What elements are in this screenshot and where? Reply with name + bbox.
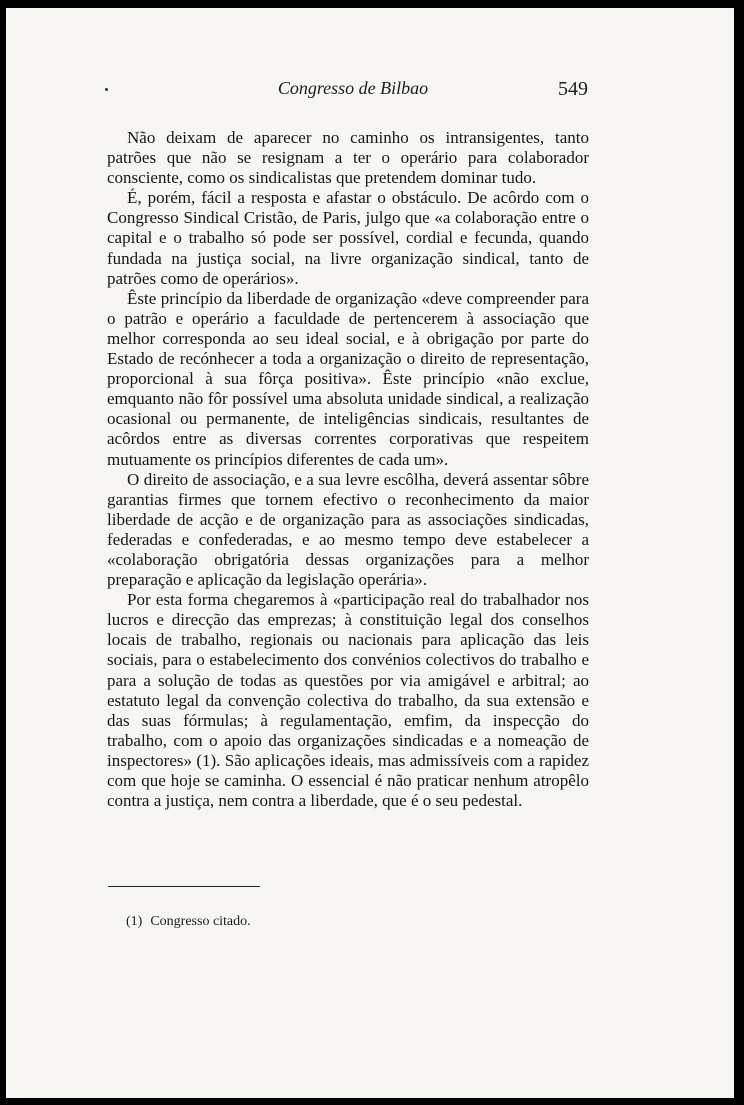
paragraph-4: O direito de associação, e a sua levre escôlha, deverá assentar sôbre garantias firmes que tornem efectivo o reconhecimento da maior liberdade de acção e de organização para as associações sindicadas, federadas e confederadas, e ao mesmo tempo deve estabelecer a «colaboração obrigatória dessas organizações para a melhor preparação e aplicação da legislação operária». [107,469,589,590]
body-text [107,128,589,811]
footnote-text: Congresso citado. [150,914,251,929]
running-title: Congresso de Bilbao [277,78,429,98]
paragraph-2: É, porém, fácil a resposta e afastar o obstáculo. De acôrdo com o Congresso Sindical Cristão, de Paris, julgo que «a colaboração entre o capital e o trabalho só pode ser possível, cordial e fecunda, quando fundada na justiça social, na livre organização sindical, tanto de patrões como de operários». [107,188,589,288]
paragraph-1: Não deixam de aparecer no caminho os intransigentes, tanto patrões que não se resignam a ter o operário para colaborador consciente, como os sindicalistas que pretendem dominar tudo. [107,128,589,188]
footnote [126,914,251,930]
paragraph-5: Por esta forma chegaremos à «participação real do trabalhador nos lucros e direcção das emprezas; à constituição legal dos conselhos locais de trabalho, regionais ou nacionais para aplicação das leis sociais, para o estabelecimento dos convénios colectivos do trabalho e para a solução de todas as questões por via amigável e arbitral; ao estatuto legal da convenção colectiva do trabalho, da sua extensão e das suas fórmulas; à regulamentação, emfim, da inspecção do trabalho, com o apoio das organizações sindicadas e a nomeação de inspectores» (1). São aplicações ideais, mas admissíveis com a rapidez com que hoje se caminha. O essencial é não praticar nenhum atropêlo contra a justiça, nem contra a liberdade, que é o seu pedestal. [107,590,589,811]
footnote-marker: (1) [126,914,143,929]
page-number: 549 [558,78,588,100]
footnote-divider [108,886,260,887]
page-header [6,78,734,104]
book-page [6,8,734,1098]
paragraph-3: Êste princípio da liberdade de organização «deve compreender para o patrão e operário a faculdade de pertencerem à associação que melhor corresponda ao seu ideal social, e à obrigação por parte do Estado de recónhecer a toda a organização o direito de representação, proporcional à sua fôrça positiva». Êste princípio «não exclue, emquanto não fôr possível uma absoluta unidade sindical, a realização ocasional ou permanente, de inteligências sindicais, resultantes de acôrdos entre as diversas correntes corporativas que respeitem mutuamente os princípios diferentes de cada um». [107,288,589,469]
